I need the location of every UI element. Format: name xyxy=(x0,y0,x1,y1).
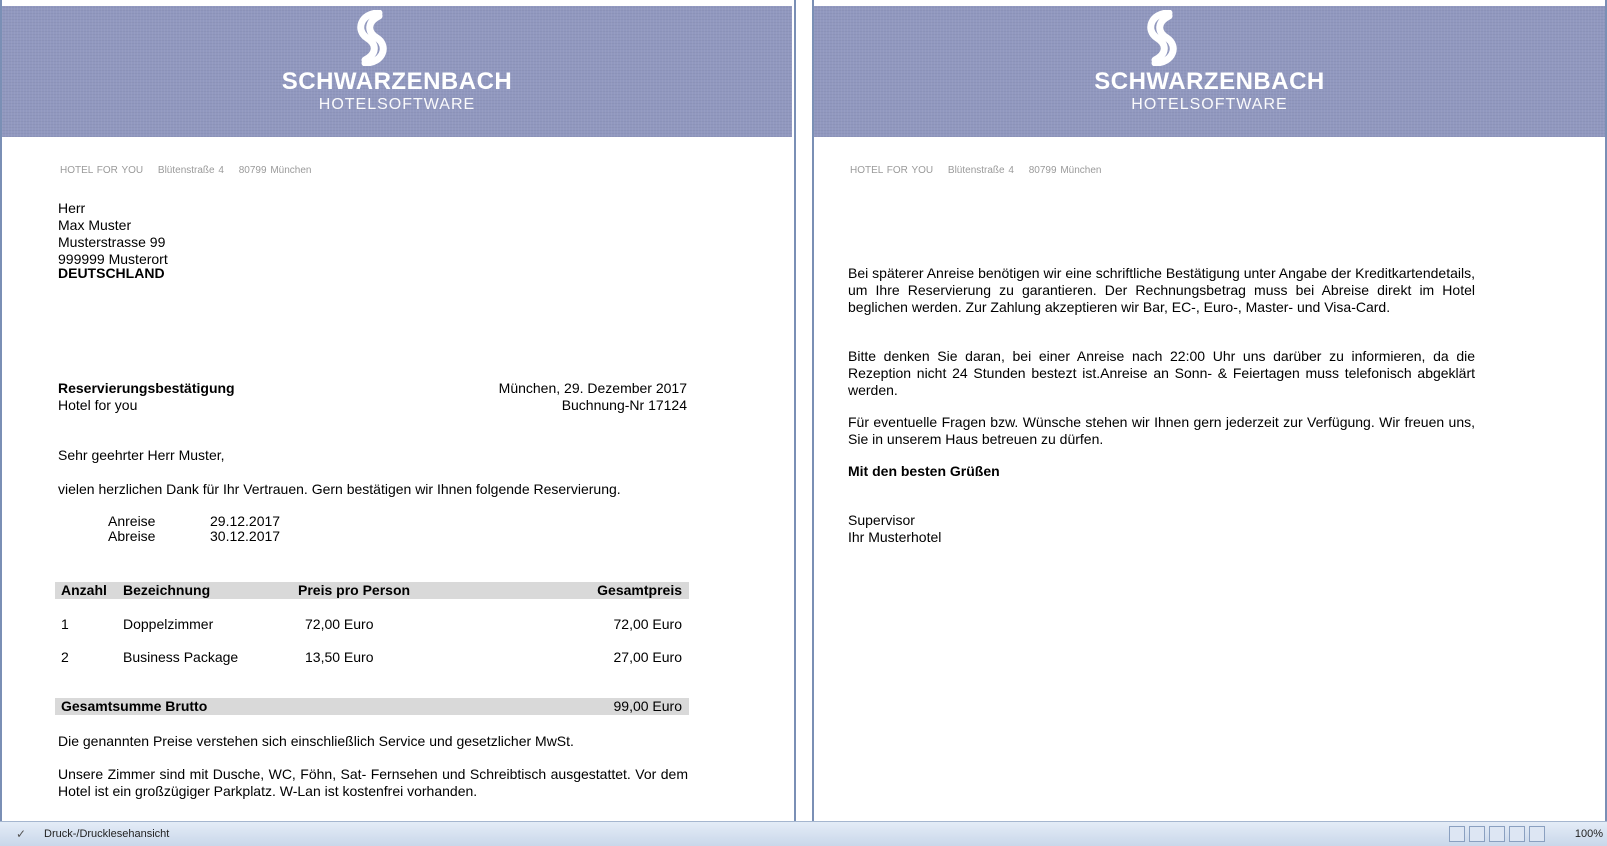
departure-date: 30.12.2017 xyxy=(210,528,281,544)
table-cell-unit-price: 72,00 Euro xyxy=(305,616,374,632)
departure-label: Abreise xyxy=(108,528,156,544)
recipient-salutation: Herr xyxy=(58,200,86,216)
letterhead-banner xyxy=(814,6,1605,137)
swirl-logo-icon xyxy=(349,10,395,66)
outline-button[interactable] xyxy=(1509,826,1525,842)
table-header-unit-price: Preis pro Person xyxy=(298,582,411,598)
brand-name: SCHWARZENBACH xyxy=(1094,68,1325,95)
document-page-1 xyxy=(2,6,792,820)
brand-subtitle: HOTELSOFTWARE xyxy=(1131,96,1288,113)
closing-regards: Mit den besten Grüßen xyxy=(848,463,1000,479)
print-layout-button[interactable] xyxy=(1449,826,1465,842)
swirl-logo-icon xyxy=(1139,10,1185,66)
room-note: Unsere Zimmer sind mit Dusche, WC, Föhn, Sat- Fernsehen und Schreibtisch ausgestattet. Vor dem Hotel ist ein großzügiger Parkplatz. W-Lan ist kostenfrei vorhanden. xyxy=(58,766,688,799)
letter-date: München, 29. Dezember 2017 xyxy=(498,380,687,396)
sender-line xyxy=(60,165,322,176)
recipient-street: Musterstrasse 99 xyxy=(58,234,166,250)
table-header-description: Bezeichnung xyxy=(123,582,211,598)
page-gap xyxy=(794,0,814,822)
check-icon[interactable]: ✓ xyxy=(16,827,27,841)
sender-name: HOTEL FOR YOU xyxy=(60,165,144,176)
table-cell-description: Business Package xyxy=(123,649,239,665)
after-22-paragraph: Bitte denken Sie daran, bei einer Anreise nach 22:00 Uhr uns darüber zu informieren, da die Rezeption nicht 24 Stunden bestezt ist.Anreise an Sonn- & Feiertagen muss telefonisch abgeklärt werden. xyxy=(848,348,1475,398)
table-cell-total: 27,00 Euro xyxy=(613,649,682,665)
zoom-level[interactable]: 100% xyxy=(1574,828,1603,840)
sender-name: HOTEL FOR YOU xyxy=(850,165,934,176)
table-cell-total: 72,00 Euro xyxy=(613,616,682,632)
table-cell-quantity: 1 xyxy=(61,616,69,632)
total-label: Gesamtsumme Brutto xyxy=(61,698,208,714)
document-page-2 xyxy=(814,6,1605,820)
status-bar xyxy=(0,821,1607,846)
greeting: Sehr geehrter Herr Muster, xyxy=(58,447,225,463)
recipient-city: 999999 Musterort xyxy=(58,251,168,267)
arrival-label: Anreise xyxy=(108,513,156,529)
arrival-date: 29.12.2017 xyxy=(210,513,281,529)
letterhead-banner xyxy=(2,6,792,137)
questions-paragraph: Für eventuelle Fragen bzw. Wünsche stehen wir Ihnen gern jederzeit zur Verfügung. Wir freuen uns, Sie in unserem Haus betreuen zu dürfen. xyxy=(848,414,1475,447)
total-value: 99,00 Euro xyxy=(613,698,682,714)
intro-text: vielen herzlichen Dank für Ihr Vertrauen. Gern bestätigen wir Ihnen folgende Reservierung. xyxy=(58,481,621,497)
brand-name: SCHWARZENBACH xyxy=(281,68,513,95)
recipient-name: Max Muster xyxy=(58,217,132,233)
booking-number: Buchnung-Nr 17124 xyxy=(561,397,687,413)
price-note: Die genannten Preise verstehen sich einschließlich Service und gesetzlicher MwSt. xyxy=(58,733,574,749)
letter-hotel: Hotel for you xyxy=(58,397,138,413)
signer-hotel: Ihr Musterhotel xyxy=(848,529,942,545)
sender-city: 80799 München xyxy=(238,165,312,176)
recipient-country: DEUTSCHLAND xyxy=(58,265,165,281)
sender-city: 80799 München xyxy=(1028,165,1102,176)
status-text: Druck-/Drucklesehansicht xyxy=(44,828,170,840)
table-header-quantity: Anzahl xyxy=(61,582,107,598)
late-arrival-paragraph: Bei späterer Anreise benötigen wir eine schriftliche Bestätigung unter Angabe der Kreditkartendetails, um Ihre Reservierung zu garantieren. Der Rechnungsbetrag muss bei Abreise direkt im Hotel beglichen werden. Zur Zahlung akzeptieren wir Bar, EC-, Euro-, Master- und Visa-Card. xyxy=(848,265,1475,315)
letter-title: Reservierungsbestätigung xyxy=(58,380,235,396)
web-layout-button[interactable] xyxy=(1489,826,1505,842)
sender-street: Blütenstraße 4 xyxy=(947,165,1014,176)
signer-title: Supervisor xyxy=(848,512,915,528)
full-screen-button[interactable] xyxy=(1469,826,1485,842)
sender-line xyxy=(850,165,1112,176)
table-cell-quantity: 2 xyxy=(61,649,69,665)
draft-button[interactable] xyxy=(1529,826,1545,842)
sender-street: Blütenstraße 4 xyxy=(157,165,224,176)
table-cell-unit-price: 13,50 Euro xyxy=(305,649,374,665)
table-header-total: Gesamtpreis xyxy=(597,582,682,598)
table-cell-description: Doppelzimmer xyxy=(123,616,214,632)
brand-subtitle: HOTELSOFTWARE xyxy=(318,96,476,113)
